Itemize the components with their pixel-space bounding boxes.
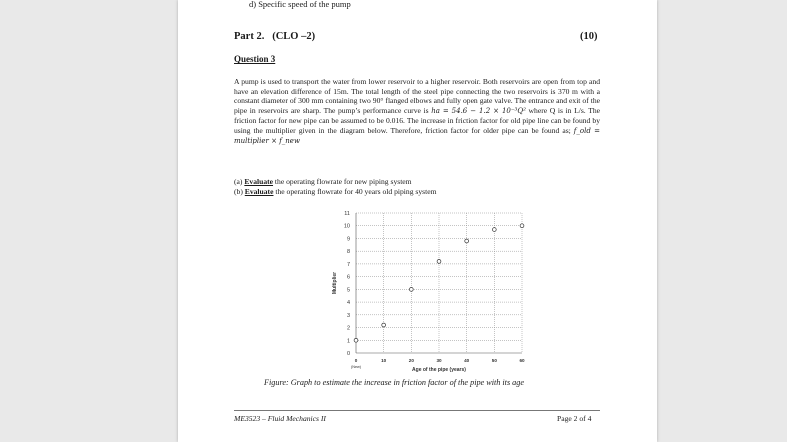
task-b-text: the operating flowrate for 40 years old piping system (273, 186, 437, 196)
y-tick-label: 6 (346, 274, 350, 281)
x-tick-label: 0 (354, 358, 358, 363)
x-tick-label: 50 (491, 358, 497, 363)
multiplier-chart (328, 205, 528, 377)
y-tick-label: 8 (346, 249, 350, 256)
data-point (465, 239, 469, 243)
footer-course: ME3523 – Fluid Mechanics II (234, 414, 326, 423)
task-list (234, 177, 436, 196)
paragraph-part-1: A pump is used to transport the water from lower reservoir to a higher reservoir. Both reservoirs are open from top and have an elevation difference of 15m. The total length of the steel pipe connecting the two reservoirs is 370 m with a constant diameter of 300 mm containing two 90° flanged elbows and fully open gate valve. The entrance and exit of the pipe in reservoirs are sharp. The pump’s performance curve is (234, 77, 600, 115)
task-b-verb: Evaluate (244, 186, 274, 196)
y-tick-label: 7 (346, 261, 350, 268)
task-b (234, 187, 436, 197)
paragraph-part-2: where Q is in L/s. The friction factor for new pipe can be assumed to be 0.016. The increase in friction factor for old pipe line can be found by using the multiplier given in the diagram below. Therefore, friction factor for older pipe can be found as; (234, 105, 600, 135)
performance-formula: ha = 54.6 − 1.2 × 10⁻³Q² (431, 106, 526, 115)
question-paragraph (234, 77, 600, 147)
previous-subquestion-d: d) Specific speed of the pump (249, 0, 351, 9)
x-tick-label: 60 (519, 358, 525, 363)
y-tick-label: 10 (343, 223, 350, 230)
clo-label: (CLO –2) (272, 31, 316, 42)
friction-formula: f_old = multiplier × f_new (234, 126, 601, 146)
x-tick-sublabel: (New) (350, 365, 362, 369)
part-heading (234, 31, 315, 42)
document-page (178, 0, 657, 442)
part-label: Part 2. (234, 31, 265, 42)
data-point (520, 224, 524, 228)
task-a-text: the operating flowrate for new piping system (273, 177, 412, 186)
y-axis-label: Multiplier (332, 271, 338, 295)
data-point (382, 323, 386, 327)
y-tick-label: 1 (346, 338, 350, 345)
x-tick-label: 30 (436, 358, 442, 363)
y-tick-label: 9 (346, 236, 350, 243)
y-tick-label: 2 (346, 325, 350, 332)
figure-caption: Figure: Graph to estimate the increase in friction factor of the pipe with its age (264, 378, 524, 387)
y-tick-label: 3 (346, 312, 350, 319)
y-tick-label: 4 (346, 300, 350, 307)
question-heading: Question 3 (234, 54, 276, 64)
y-tick-label: 0 (346, 351, 350, 357)
data-point (409, 287, 413, 291)
data-point (437, 259, 441, 263)
data-point (354, 338, 358, 342)
x-tick-label: 40 (464, 358, 470, 363)
y-tick-label: 5 (346, 287, 350, 294)
task-b-prefix: (b) (234, 186, 245, 196)
y-tick-label: 11 (344, 211, 350, 217)
task-a (234, 177, 436, 187)
x-axis-label: Age of the pipe (years) (412, 367, 466, 373)
task-a-verb: Evaluate (244, 177, 274, 186)
data-point (492, 228, 496, 232)
footer-divider (234, 410, 600, 411)
marks-label: (10) (580, 31, 598, 42)
task-a-prefix: (a) (234, 177, 245, 186)
footer-page-number: Page 2 of 4 (557, 414, 592, 423)
x-tick-label: 20 (408, 358, 414, 363)
x-tick-label: 10 (381, 358, 387, 363)
